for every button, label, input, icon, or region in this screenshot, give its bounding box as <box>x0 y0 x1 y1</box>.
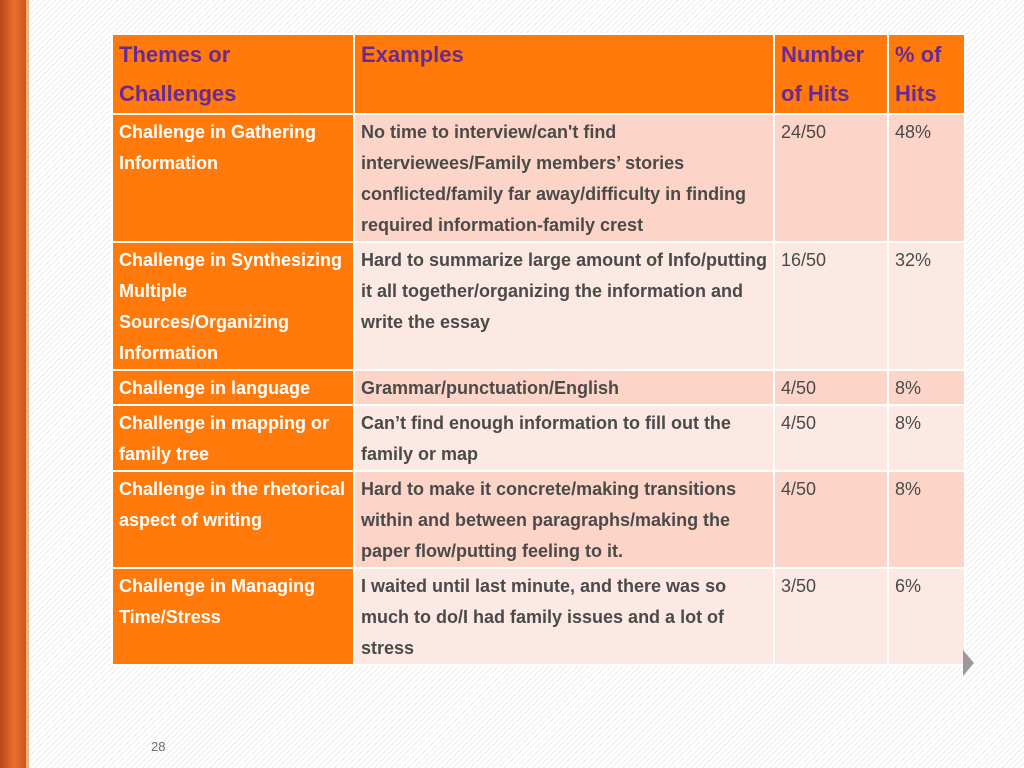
side-accent-edge <box>26 0 29 768</box>
table-header-row <box>112 34 965 114</box>
side-accent-bar <box>0 0 26 768</box>
hits-cell: 3/50 <box>774 568 888 665</box>
theme-cell: Challenge in Managing Time/Stress <box>112 568 354 665</box>
table-row <box>112 405 965 471</box>
table-row <box>112 471 965 568</box>
challenges-table-container <box>111 33 964 666</box>
hits-cell: 4/50 <box>774 405 888 471</box>
next-slide-arrow-icon[interactable] <box>963 650 974 676</box>
percent-cell: 32% <box>888 242 965 370</box>
header-number-of-hits: Number of Hits <box>774 34 888 114</box>
theme-cell: Challenge in mapping or family tree <box>112 405 354 471</box>
examples-cell: No time to interview/can't find interviewees/Family members’ stories conflicted/family far away/difficulty in finding required information-family crest <box>354 114 774 242</box>
hits-cell: 24/50 <box>774 114 888 242</box>
hits-cell: 4/50 <box>774 370 888 405</box>
slide-number: 28 <box>151 739 166 754</box>
theme-cell: Challenge in Synthesizing Multiple Sources/Organizing Information <box>112 242 354 370</box>
table-row <box>112 568 965 665</box>
examples-cell: Hard to summarize large amount of Info/putting it all together/organizing the information and write the essay <box>354 242 774 370</box>
percent-cell: 8% <box>888 405 965 471</box>
challenges-table <box>111 33 966 666</box>
table-row <box>112 242 965 370</box>
hits-cell: 16/50 <box>774 242 888 370</box>
percent-cell: 8% <box>888 471 965 568</box>
percent-cell: 8% <box>888 370 965 405</box>
header-themes: Themes or Challenges <box>112 34 354 114</box>
hits-cell: 4/50 <box>774 471 888 568</box>
percent-cell: 48% <box>888 114 965 242</box>
header-percent-of-hits: % of Hits <box>888 34 965 114</box>
table-row <box>112 114 965 242</box>
examples-cell: Can’t find enough information to fill out the family or map <box>354 405 774 471</box>
percent-cell: 6% <box>888 568 965 665</box>
theme-cell: Challenge in Gathering Information <box>112 114 354 242</box>
theme-cell: Challenge in language <box>112 370 354 405</box>
header-examples: Examples <box>354 34 774 114</box>
table-row <box>112 370 965 405</box>
theme-cell: Challenge in the rhetorical aspect of writing <box>112 471 354 568</box>
examples-cell: I waited until last minute, and there was so much to do/I had family issues and a lot of stress <box>354 568 774 665</box>
examples-cell: Hard to make it concrete/making transitions within and between paragraphs/making the paper flow/putting feeling to it. <box>354 471 774 568</box>
examples-cell: Grammar/punctuation/English <box>354 370 774 405</box>
